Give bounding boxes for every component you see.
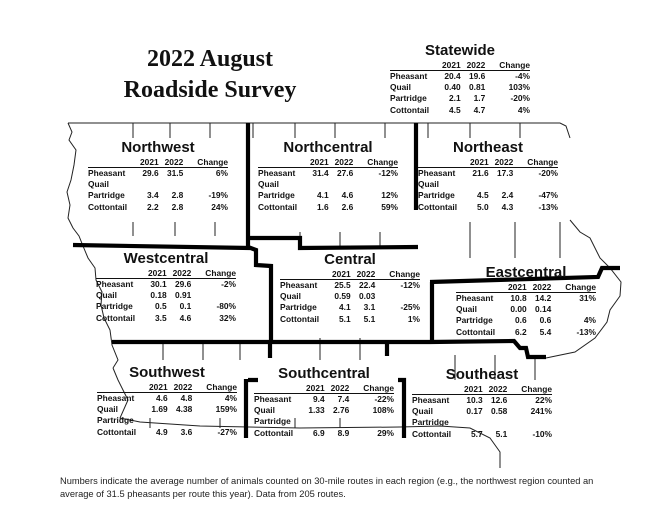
value-2021	[464, 179, 489, 190]
table-row	[390, 71, 530, 83]
species-label: Cottontail	[418, 201, 458, 212]
value-2022: 4.38	[175, 404, 193, 415]
value-2022: 12.6	[490, 395, 508, 405]
value-change: 29%	[377, 427, 394, 438]
table-row	[254, 405, 394, 416]
region-name: Eastcentral	[485, 264, 567, 281]
col-2021: 2021	[502, 282, 527, 293]
value-2022: 3.6	[180, 426, 193, 437]
value-2022	[489, 179, 514, 190]
westcentral-table	[96, 268, 236, 324]
value-change: -20%	[510, 93, 530, 104]
table-row	[456, 293, 596, 305]
table-row	[96, 301, 236, 312]
title-line-2: Roadside Survey	[123, 77, 297, 103]
value-change	[183, 179, 228, 190]
table-row	[280, 314, 420, 325]
species-label: Partridge	[97, 415, 134, 426]
table-header-row	[390, 60, 530, 71]
value-2022: 4.7	[473, 104, 486, 115]
table-row	[418, 202, 558, 213]
value-2022: 5.1	[363, 313, 376, 324]
region-name: Southwest	[129, 364, 205, 381]
col-2021: 2021	[134, 157, 159, 168]
region-name: Southcentral	[278, 365, 370, 382]
col-species	[258, 157, 304, 168]
table-row	[97, 415, 237, 426]
value-change: 12%	[381, 190, 398, 201]
table-header-row	[456, 282, 596, 293]
value-2022: 5.4	[539, 326, 552, 337]
table-header-row	[254, 383, 394, 394]
value-2021: 10.8	[510, 293, 527, 303]
region-northeast	[418, 139, 558, 213]
region-name: Central	[324, 251, 376, 268]
region-southeast	[412, 366, 552, 440]
region-southwest	[97, 364, 237, 438]
col-change: Change	[191, 268, 236, 279]
value-2022	[325, 416, 350, 427]
value-change	[375, 291, 420, 302]
species-label: Pheasant	[88, 168, 126, 178]
table-header-row	[96, 268, 236, 279]
value-change	[191, 290, 236, 301]
species-label: Partridge	[96, 301, 133, 312]
southwest-table	[97, 382, 237, 438]
region-eastcentral	[456, 264, 596, 338]
col-2022: 2022	[483, 384, 508, 395]
species-label: Pheasant	[97, 393, 135, 403]
species-label: Quail	[456, 304, 477, 315]
col-2021: 2021	[300, 383, 325, 394]
region-central	[280, 251, 420, 325]
value-2021: 6.2	[514, 326, 527, 337]
table-header-row	[280, 269, 420, 280]
species-label: Quail	[96, 290, 117, 301]
region-name: Northcentral	[283, 139, 373, 156]
col-2022: 2022	[325, 383, 350, 394]
table-header-row	[418, 157, 558, 168]
value-2022: 19.6	[468, 71, 486, 81]
value-change: 6%	[215, 168, 228, 178]
species-label: Partridge	[88, 190, 125, 201]
col-species	[88, 157, 134, 168]
table-row	[390, 82, 530, 93]
value-2021: 0.6	[514, 315, 527, 326]
footnote: Numbers indicate the average number of animals counted on 30-mile routes in each region (e.g., the northwest region counted an average of 31.5 pheasants per route this year). Data from 205 routes.	[60, 476, 594, 499]
species-label: Cottontail	[280, 313, 320, 324]
species-label: Partridge	[258, 190, 295, 201]
value-change	[507, 417, 552, 428]
species-label: Partridge	[254, 416, 291, 427]
col-2021: 2021	[142, 268, 167, 279]
col-change: Change	[183, 157, 228, 168]
col-2021: 2021	[143, 382, 168, 393]
value-change: 103%	[508, 82, 530, 93]
value-2021: 9.4	[312, 394, 325, 404]
table-row	[418, 190, 558, 201]
value-2021	[143, 415, 168, 426]
table-row	[97, 393, 237, 405]
species-label: Cottontail	[390, 104, 430, 115]
value-2022: 3.1	[363, 302, 376, 313]
table-row	[97, 404, 237, 415]
value-change: -4%	[515, 71, 530, 81]
value-2021: 4.5	[476, 190, 489, 201]
col-species	[418, 157, 464, 168]
value-2022: 8.9	[337, 427, 350, 438]
value-2021: 0.5	[154, 301, 167, 312]
col-2022: 2022	[489, 157, 514, 168]
statewide-table	[390, 60, 530, 116]
region-northcentral	[258, 139, 398, 213]
value-change: -2%	[221, 279, 236, 289]
value-2021: 2.2	[146, 201, 159, 212]
value-2021	[458, 417, 483, 428]
value-change	[192, 415, 237, 426]
value-change: 1%	[407, 313, 420, 324]
table-row	[390, 93, 530, 104]
value-2021: 0.00	[510, 304, 527, 315]
species-label: Pheasant	[96, 279, 134, 289]
value-2022	[329, 179, 354, 190]
value-change: 4%	[517, 104, 530, 115]
species-label: Pheasant	[254, 394, 292, 404]
value-2021	[304, 179, 329, 190]
table-row	[258, 190, 398, 201]
value-2022: 7.4	[337, 394, 350, 404]
value-2021: 4.9	[155, 426, 168, 437]
value-change: 241%	[530, 406, 552, 417]
table-row	[418, 168, 558, 180]
table-row	[412, 406, 552, 417]
species-label: Quail	[254, 405, 275, 416]
species-label: Cottontail	[456, 326, 496, 337]
value-change: -12%	[378, 168, 398, 178]
value-change: 59%	[381, 201, 398, 212]
col-change: Change	[192, 382, 237, 393]
value-2022: 2.8	[171, 190, 184, 201]
species-label: Pheasant	[390, 71, 428, 81]
col-change: Change	[353, 157, 398, 168]
value-2022	[159, 179, 184, 190]
value-change	[353, 179, 398, 190]
value-2021: 25.5	[334, 280, 351, 290]
value-2021: 0.59	[334, 291, 351, 302]
col-2021: 2021	[464, 157, 489, 168]
table-row	[258, 168, 398, 180]
region-name: Statewide	[424, 42, 496, 59]
value-change: 22%	[535, 395, 552, 405]
species-label: Partridge	[412, 417, 449, 428]
col-species	[97, 382, 143, 393]
species-label: Quail	[258, 179, 279, 190]
value-2022: 14.2	[534, 293, 552, 303]
region-name: Westcentral	[123, 250, 209, 267]
table-row	[96, 279, 236, 291]
region-name: Northwest	[121, 139, 195, 156]
table-row	[456, 327, 596, 338]
col-change: Change	[349, 383, 394, 394]
region-name: Northeast	[452, 139, 523, 156]
table-header-row	[88, 157, 228, 168]
species-label: Quail	[97, 404, 118, 415]
species-label: Quail	[88, 179, 109, 190]
value-2021: 1.69	[151, 404, 168, 415]
species-label: Quail	[412, 406, 433, 417]
value-2021	[134, 179, 159, 190]
col-2021: 2021	[304, 157, 329, 168]
value-2022: 17.3	[496, 168, 514, 178]
table-row	[280, 291, 420, 302]
table-row	[88, 179, 228, 190]
northeast-table	[418, 157, 558, 213]
table-row	[280, 280, 420, 292]
species-label: Cottontail	[412, 428, 452, 439]
species-label: Cottontail	[96, 312, 136, 323]
value-2021: 0.17	[466, 406, 483, 417]
species-label: Cottontail	[88, 201, 128, 212]
value-2021: 5.1	[338, 313, 351, 324]
value-2021: 10.3	[466, 395, 483, 405]
value-2022: 2.6	[341, 201, 354, 212]
value-change: -80%	[216, 301, 236, 312]
value-change: -10%	[532, 428, 552, 439]
species-label: Cottontail	[97, 426, 137, 437]
value-2022	[168, 415, 193, 426]
value-2021: 0.40	[444, 82, 461, 93]
value-2022: 2.4	[501, 190, 514, 201]
value-2022: 4.6	[341, 190, 354, 201]
col-change: Change	[507, 384, 552, 395]
northcentral-table	[258, 157, 398, 213]
col-2022: 2022	[329, 157, 354, 168]
col-species	[254, 383, 300, 394]
value-2021: 5.7	[470, 428, 483, 439]
species-label: Quail	[280, 291, 301, 302]
value-2022: 27.6	[336, 168, 354, 178]
col-change: Change	[551, 282, 596, 293]
species-label: Pheasant	[456, 293, 494, 303]
col-2022: 2022	[527, 282, 552, 293]
value-change: -12%	[400, 280, 420, 290]
table-row	[390, 105, 530, 116]
value-2022: 0.81	[468, 82, 486, 93]
value-2022: 0.6	[539, 315, 552, 326]
table-row	[88, 168, 228, 180]
species-label: Partridge	[456, 315, 493, 326]
value-2022: 29.6	[174, 279, 192, 289]
value-2021: 6.9	[312, 427, 325, 438]
col-change: Change	[375, 269, 420, 280]
table-row	[88, 202, 228, 213]
col-change: Change	[485, 60, 530, 71]
value-2021: 30.1	[150, 279, 167, 289]
col-2022: 2022	[168, 382, 193, 393]
table-row	[88, 190, 228, 201]
value-2021: 3.4	[146, 190, 159, 201]
value-change	[349, 416, 394, 427]
region-northwest	[88, 139, 228, 213]
col-2021: 2021	[458, 384, 483, 395]
value-2022: 5.1	[495, 428, 508, 439]
value-change	[513, 179, 558, 190]
table-header-row	[97, 382, 237, 393]
southcentral-table	[254, 383, 394, 439]
value-2022: 0.58	[490, 406, 508, 417]
value-2021: 20.4	[444, 71, 461, 81]
value-2021: 5.0	[476, 201, 489, 212]
value-2021: 1.33	[308, 405, 325, 416]
value-2022: 2.76	[332, 405, 350, 416]
value-change: 4%	[583, 315, 596, 326]
species-label: Partridge	[280, 302, 317, 313]
species-label: Cottontail	[254, 427, 294, 438]
col-species	[456, 282, 502, 293]
col-2022: 2022	[461, 60, 486, 71]
value-2021: 31.4	[312, 168, 329, 178]
value-2021: 2.1	[448, 93, 461, 104]
value-2022: 22.4	[358, 280, 376, 290]
value-change: -13%	[538, 201, 558, 212]
value-change: 4%	[224, 393, 237, 403]
table-row	[280, 302, 420, 313]
value-2021: 1.6	[316, 201, 329, 212]
region-statewide	[390, 42, 530, 116]
value-change: -20%	[538, 168, 558, 178]
value-2021: 4.1	[338, 302, 351, 313]
value-2021: 0.18	[150, 290, 167, 301]
value-2021: 4.6	[155, 393, 168, 403]
table-row	[258, 202, 398, 213]
value-2022: 0.91	[174, 290, 192, 301]
title-line-1: 2022 August	[146, 46, 274, 72]
value-2022: 0.03	[358, 291, 376, 302]
table-header-row	[412, 384, 552, 395]
table-row	[254, 428, 394, 439]
table-row	[96, 313, 236, 324]
table-row	[456, 304, 596, 315]
col-species	[412, 384, 458, 395]
value-change: -47%	[538, 190, 558, 201]
southeast-table	[412, 384, 552, 440]
value-change: -25%	[400, 302, 420, 313]
table-row	[254, 394, 394, 406]
value-2021: 21.6	[472, 168, 489, 178]
value-change: -22%	[374, 394, 394, 404]
value-2022: 31.5	[166, 168, 184, 178]
value-change: -19%	[208, 190, 228, 201]
col-2021: 2021	[326, 269, 351, 280]
col-species	[96, 268, 142, 279]
species-label: Pheasant	[412, 395, 450, 405]
value-change: 108%	[372, 405, 394, 416]
col-2022: 2022	[351, 269, 376, 280]
value-2022: 2.8	[171, 201, 184, 212]
value-change: 31%	[579, 293, 596, 303]
value-2022	[483, 417, 508, 428]
col-2021: 2021	[436, 60, 461, 71]
species-label: Partridge	[418, 190, 455, 201]
value-2022: 1.7	[473, 93, 486, 104]
value-change: 24%	[211, 201, 228, 212]
value-change: 159%	[215, 404, 237, 415]
value-2022: 0.14	[534, 304, 552, 315]
value-change: 32%	[219, 312, 236, 323]
species-label: Pheasant	[258, 168, 296, 178]
value-2021: 4.1	[316, 190, 329, 201]
central-table	[280, 269, 420, 325]
value-2022: 4.8	[180, 393, 193, 403]
value-2021: 4.5	[448, 104, 461, 115]
species-label: Quail	[418, 179, 439, 190]
table-row	[412, 429, 552, 440]
value-change: -27%	[217, 426, 237, 437]
col-species	[280, 269, 326, 280]
northwest-table	[88, 157, 228, 213]
value-change: -13%	[576, 326, 596, 337]
eastcentral-table	[456, 282, 596, 338]
table-row	[418, 179, 558, 190]
species-label: Pheasant	[418, 168, 456, 178]
region-westcentral	[96, 250, 236, 324]
col-species	[390, 60, 436, 71]
value-2021: 29.6	[142, 168, 159, 178]
value-2022: 4.3	[501, 201, 514, 212]
table-row	[97, 427, 237, 438]
col-2022: 2022	[159, 157, 184, 168]
species-label: Partridge	[390, 93, 427, 104]
region-southcentral	[254, 365, 394, 439]
table-row	[96, 290, 236, 301]
value-2022: 4.6	[179, 312, 192, 323]
table-row	[254, 416, 394, 427]
table-row	[456, 315, 596, 326]
table-row	[258, 179, 398, 190]
value-2022: 0.1	[179, 301, 192, 312]
col-2022: 2022	[167, 268, 192, 279]
region-name: Southeast	[445, 366, 519, 383]
species-label: Quail	[390, 82, 411, 93]
value-change	[551, 304, 596, 315]
table-header-row	[258, 157, 398, 168]
species-label: Cottontail	[258, 201, 298, 212]
species-label: Pheasant	[280, 280, 318, 290]
col-change: Change	[513, 157, 558, 168]
table-row	[412, 395, 552, 407]
value-2021	[300, 416, 325, 427]
table-row	[412, 417, 552, 428]
value-2021: 3.5	[154, 312, 167, 323]
